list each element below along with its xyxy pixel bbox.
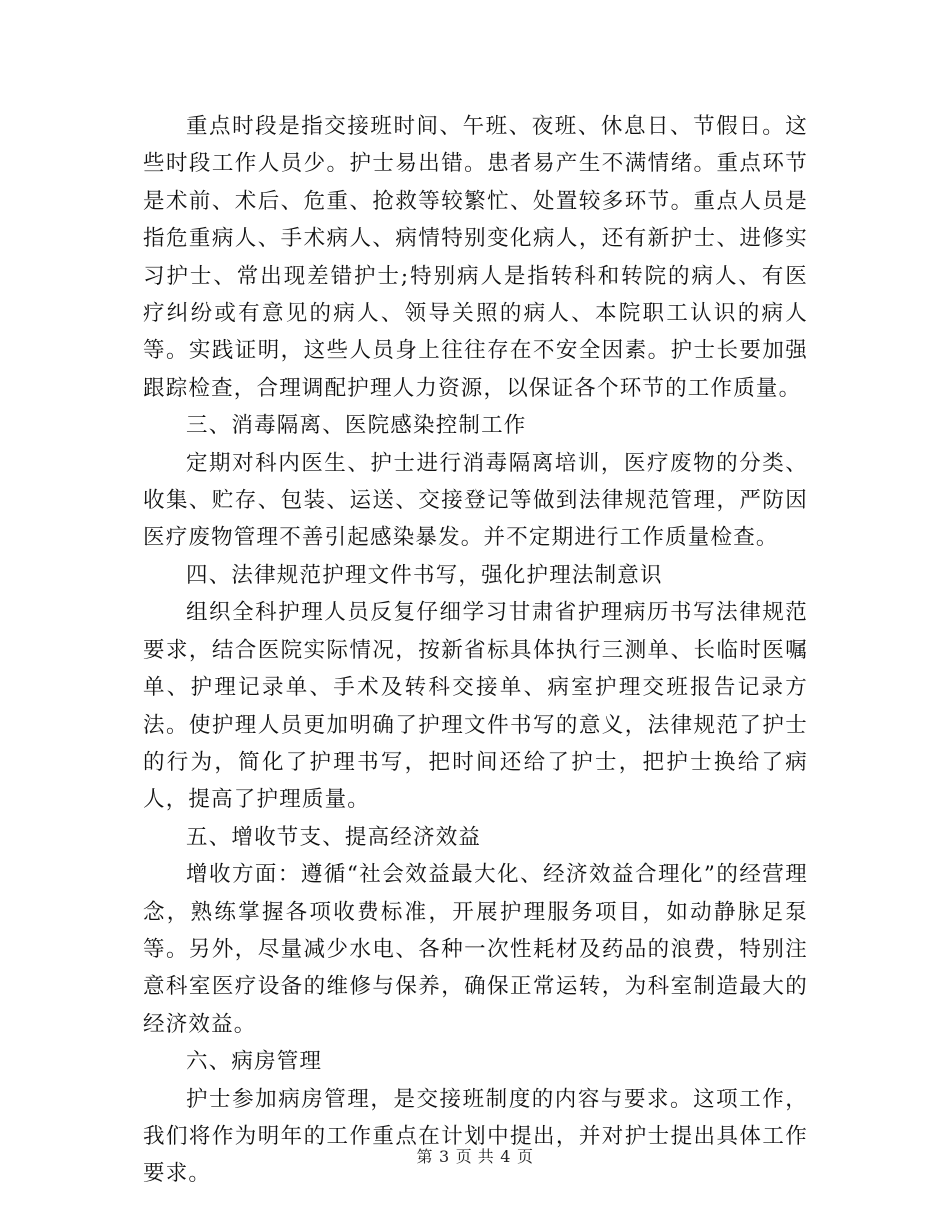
footer-prefix: 第 <box>416 1147 434 1166</box>
paragraph-disinfection: 定期对科内医生、护士进行消毒隔离培训，医疗废物的分类、收集、贮存、包装、运送、交接登记等做到法律规范管理，严防因医疗废物管理不善引起感染暴发。并不定期进行工作质量检查。 <box>143 450 808 551</box>
section-heading-disinfection: 三、消毒隔离、医院感染控制工作 <box>186 413 527 439</box>
footer-middle: 页 共 <box>455 1147 495 1166</box>
footer-suffix: 页 <box>516 1147 534 1166</box>
footer-current-page: 3 <box>439 1147 450 1166</box>
paragraph-ward-management: 护士参加病房管理，是交接班制度的内容与要求。这项工作，我们将作为明年的工作重点在计划中提出，并对护士提出具体工作要求。 <box>143 1086 808 1187</box>
footer-total-pages: 4 <box>500 1147 511 1166</box>
paragraph-key-periods: 重点时段是指交接班时间、午班、夜班、休息日、节假日。这些时段工作人员少。护士易出错。患者易产生不满情绪。重点环节是术前、术后、危重、抢救等较繁忙、处置较多环节。重点人员是指危重病人、手术病人、病情特别变化病人，还有新护士、进修实习护士、常出现差错护士;特别病人是指转科和转院的病人、有医疗纠纷或有意见的病人、领导关照的病人、本院职工认识的病人等。实践证明，这些人员身上往往存在不安全因素。护士长要加强跟踪检查，合理调配护理人力资源，以保证各个环节的工作质量。 <box>143 114 808 401</box>
section-heading-nursing-documents: 四、法律规范护理文件书写，强化护理法制意识 <box>186 562 663 588</box>
document-body <box>143 108 808 1193</box>
paragraph-nursing-documents: 组织全科护理人员反复仔细学习甘肃省护理病历书写法律规范要求，结合医院实际情况，按新省标具体执行三测单、长临时医嘱单、护理记录单、手术及转科交接单、病室护理交班报告记录方法。使护理人员更加明确了护理文件书写的意义，法律规范了护士的行为，简化了护理书写，把时间还给了护士，把护士换给了病人，提高了护理质量。 <box>143 600 808 813</box>
section-heading-ward-management: 六、病房管理 <box>186 1049 323 1075</box>
page-footer <box>0 1147 950 1167</box>
section-heading-economic-benefit: 五、增收节支、提高经济效益 <box>186 824 482 850</box>
paragraph-economic-benefit: 增收方面：遵循“社会效益最大化、经济效益合理化”的经营理念，熟练掌握各项收费标准，开展护理服务项目，如动静脉足泵等。另外，尽量减少水电、各种一次性耗材及药品的浪费，特别注意科室医疗设备的维修与保养，确保正常运转，为科室制造最大的经济效益。 <box>143 862 808 1037</box>
